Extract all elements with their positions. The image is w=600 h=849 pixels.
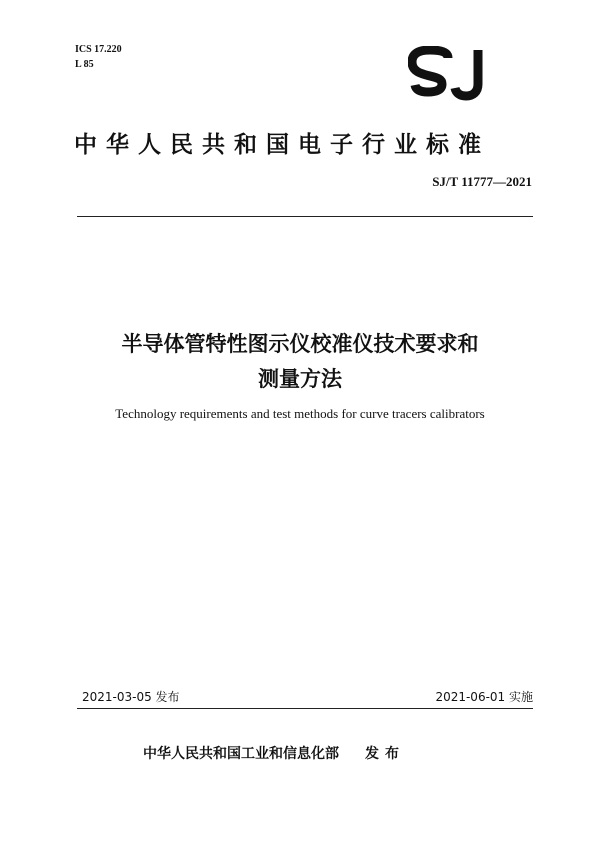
publisher: [143, 743, 405, 763]
sj-logo: [408, 46, 498, 110]
issue-date: 2021-03-05 发布: [82, 690, 180, 704]
publisher-name: 中华人民共和国工业和信息化部: [143, 746, 339, 762]
title-en: Technology requirements and test methods for curve tracers calibrators: [115, 406, 485, 421]
implement-date: 2021-06-01 实施: [435, 690, 533, 704]
title-cn-line2: 测量方法: [258, 367, 342, 391]
title-cn-line1: 半导体管特性图示仪校准仪技术要求和: [121, 332, 479, 356]
logo-j-mark: [455, 50, 478, 96]
logo-s-mark: [412, 50, 448, 92]
header-rule: [77, 216, 533, 217]
ics-code: ICS 17.220: [75, 44, 122, 55]
ccs-code: L 85: [75, 59, 94, 70]
footer-rule: [77, 708, 533, 709]
org-title: 中华人民共和国电子行业标准: [74, 132, 490, 158]
standard-code: SJ/T 11777—2021: [432, 174, 532, 189]
logo-text: SJ: [408, 46, 409, 47]
publisher-issue-label: 发布: [365, 746, 405, 762]
